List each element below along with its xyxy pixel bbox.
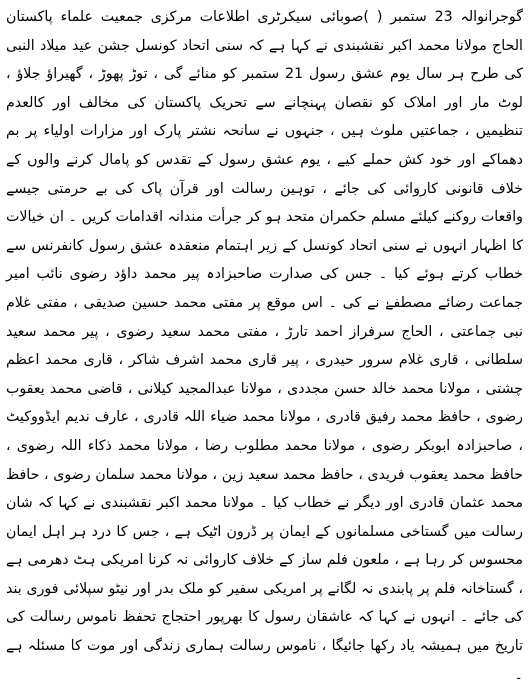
article-body: اکبر نقشبندی نے کہا ہے کہ سنی اتحاد کونسل جشن عید میلاد النبی کی طرح ہر سال یوم عشق رسول 21 ستمبر کو منائے گی ، توڑ پھوڑ ، گھیراؤ جلاؤ ، لوٹ مار اور املاک کو نقصان پہنچانے سے تحریک پاکستان کی مخالف اور کالعدم تنظیمیں ، جماعتیں ملوث ہیں ، جنہوں نے سانحہ نشتر پارک اور مزارات اولیاء پر بم دھماکے اور خود کش حملے کیے ، یوم عشق رسول کے تقدس کو پامال کرنے والوں کے خلاف قانونی کاروائی کی جائے ، توہین رسالت اور قرآن پاک کی بے حرمتی جیسے واقعات روکنے کیلئے مسلم حکمران متحد ہو کر جرأت مندانہ اقدامات کریں ۔ ان خیالات کا اظہار انہوں نے سنی اتحاد کونسل کے زیر اہتمام منعقدہ عشق رسول کانفرنس سے خطاب کرتے ہوئے کیا ۔ جس کی صدارت صاحبزادہ پیر محمد داؤد رضوی نائب امیر جماعت رضائے مصطفےٰ نے کی ۔ اس موقع پر مفتی محمد حسین صدیقی ، مفتی غلام نبی جماعتی ، الحاج سرفراز احمد تارڑ ، مفتی محمد سعید رضوی ، پیر محمد سعید سلطانی ، قاری غلام سرور حیدری ، پیر قاری محمد اشرف شاکر ، قاری محمد اعظم چشتی ، مولانا محمد خالد حسن مجددی ، مولانا عبدالمجید کیلانی ، قاضی محمد یعقوب رضوی ، حافظ محمد رفیق قادری ، مولانا محمد ضیاء اللہ قادری ، عارف ندیم ایڈووکیٹ ، صاحبزادہ ابوبکر رضوی ، مولانا محمد مطلوب رضا ، مولانا محمد ذکاء اللہ رضوی ، حافظ محمد یعقوب فریدی ، حافظ محمد سعید زین ، مولانا محمد سلمان رضوی ، حافظ محمد عثمان قادری اور دیگر نے خطاب کیا ۔ مولانا محمد اکبر نقشبندی نے کہا کہ شان رسالت میں گستاخی مسلمانوں کے ایمان پر ڈرون اٹیک ہے ، جس کا درد ہر اہل ایمان محسوس کر رہا ہے ، ملعون فلم ساز کے خلاف کاروائی نہ کرنا امریکی ہٹ دھرمی ہے ، گستاخانہ فلم پر پابندی نہ لگانے پر امریکی سفیر کو ملک بدر اور نیٹو سپلائی فوری بند کی جائے ۔ انہوں نے کہا کہ عاشقان رسول کا بھرپور احتجاج تحفظ ناموس رسالت کی تاریخ میں ہمیشہ یاد رکھا جائیگا ، ناموس رسالت ہماری زندگی اور موت کا مسئلہ ہے ۔ (6, 37, 523, 683)
article-dateline: گوجرانوالہ 23 ستمبر ( )صوبائی سیکرٹری اطلاعات مرکزی جمعیت علماء پاکستان الحاج مولانا محمد (6, 9, 523, 54)
news-article (6, 3, 523, 689)
